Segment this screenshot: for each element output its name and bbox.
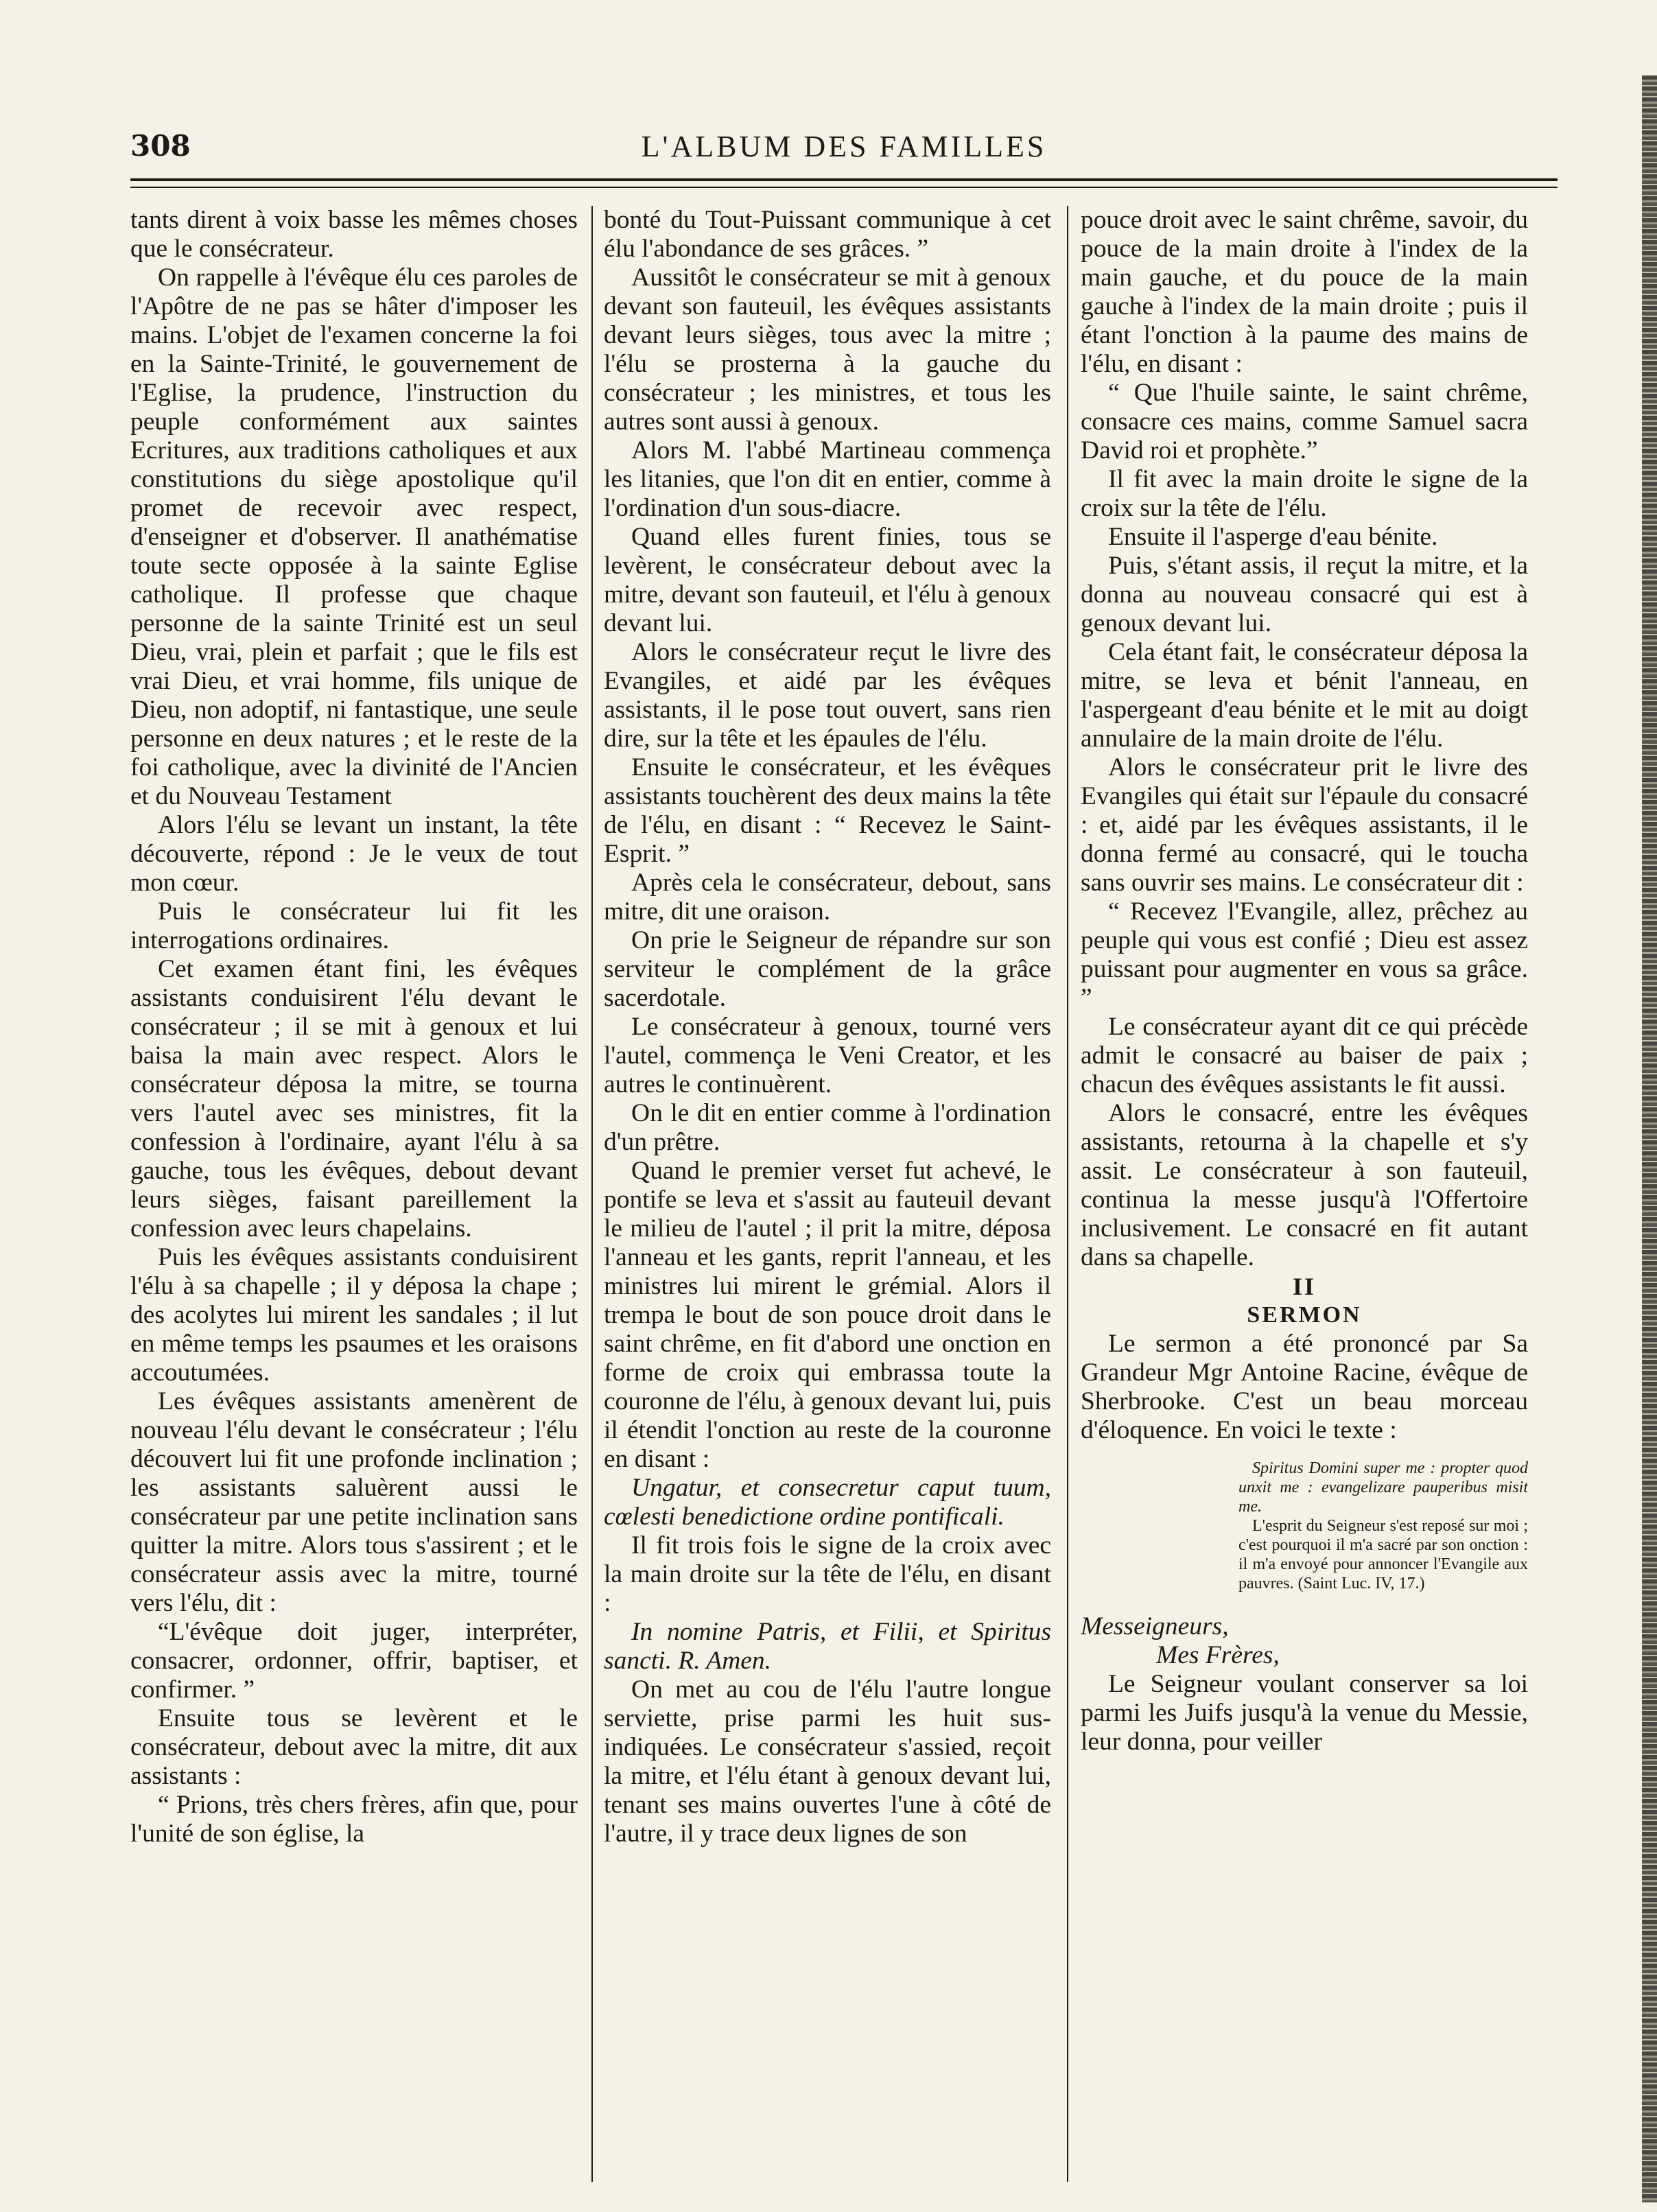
- paragraph: “L'évêque doit juger, interpréter, consacrer, ordonner, offrir, baptiser, et confirmer. ”: [130, 1618, 578, 1704]
- column-divider-2: [1067, 206, 1068, 2182]
- paragraph: Ensuite il l'asperge d'eau bénite.: [1108, 523, 1438, 551]
- section-title: SERMON: [1247, 1302, 1362, 1328]
- paragraph: Le consécrateur ayant dit ce qui précède admit le consacré au baiser de paix ; chacun des évêques assistants le fit aussi.: [1081, 1013, 1528, 1098]
- column-2: [604, 206, 1051, 2182]
- latin-formula: In nomine Patris, et Filii, et Spiritus sancti. R. Amen.: [604, 1618, 1051, 1675]
- paragraph: Après cela le consécrateur, debout, sans mitre, dit une oraison.: [604, 869, 1051, 926]
- paragraph: Puis, s'étant assis, il reçut la mitre, et la donna au nouveau consacré qui est à genoux devant lui.: [1081, 552, 1528, 637]
- epigraph-latin: Spiritus Domini super me : propter quod unxit me : evangelizare pauperibus misit me.: [1238, 1459, 1528, 1516]
- paragraph: “ Que l'huile sainte, le saint chrême, consacre ces mains, comme Samuel sacra David roi et prophète.”: [1081, 379, 1528, 464]
- column-1: [130, 206, 578, 2182]
- paragraph: Cet examen étant fini, les évêques assistants conduisirent l'élu devant le consécrateur ; il se mit à genoux et lui baisa la main avec respect. Alors le consécrateur déposa la mitre, se tourna vers l'autel avec ses ministres, fit la confession à l'ordinaire, ayant l'élu à sa gauche, tous les évêques, debout devant leurs sièges, faisant pareillement la confession avec leurs chapelains.: [130, 955, 578, 1243]
- header-rule-thin: [130, 187, 1558, 188]
- paragraph: Puis les évêques assistants conduisirent l'élu à sa chapelle ; il y déposa la chape ; des acolytes lui mirent les sandales ; il lut en même temps les psaumes et les oraisons accoutumées.: [130, 1243, 578, 1387]
- page-header: [130, 129, 1558, 177]
- column-divider-1: [591, 206, 593, 2182]
- paragraph: Il fit trois fois le signe de la croix avec la main droite sur la tête de l'élu, en disant :: [604, 1531, 1051, 1617]
- paragraph: Alors le consécrateur reçut le livre des Evangiles, et aidé par les évêques assistants, il le pose tout ouvert, sans rien dire, sur la tête et les épaules de l'élu.: [604, 638, 1051, 753]
- paragraph: On le dit en entier comme à l'ordination d'un prêtre.: [604, 1099, 1051, 1156]
- paragraph: Ensuite le consécrateur, et les évêques assistants touchèrent des deux mains la tête de l'élu, en disant : “ Recevez le Saint-Esprit. ”: [604, 753, 1051, 868]
- paragraph: Quand le premier verset fut achevé, le pontife se leva et s'assit au fauteuil devant le milieu de l'autel ; il prit la mitre, déposa l'anneau et les gants, reprit l'anneau, et les ministres lui mirent le grémial. Alors il trempa le bout de son pouce droit dans le saint chrême, en fit d'abord une onction en forme de croix qui embrassa toute la couronne de l'élu, à genoux devant lui, puis il étendit l'onction au reste de la couronne en disant :: [604, 1157, 1051, 1473]
- paragraph: Puis le consécrateur lui fit les interrogations ordinaires.: [130, 897, 578, 954]
- page-number: 308: [130, 129, 191, 163]
- paragraph: On rappelle à l'évêque élu ces paroles de l'Apôtre de ne pas se hâter d'imposer les mains. L'objet de l'examen concerne la foi en la Sainte-Trinité, le gouvernement de l'Eglise, la prudence, l'instruction du peuple conformément aux saintes Ecritures, aux traditions catholiques et aux constitutions du siège apostolique qu'il promet de recevoir avec respect, d'enseigner et d'observer. Il anathématise toute secte opposée à la sainte Eglise catholique. Il professe que chaque personne de la sainte Trinité est un seul Dieu, vrai, plein et parfait ; que le fils est vrai Dieu, et vrai homme, fils unique de Dieu, non adoptif, ni fantastique, une seule personne en deux natures ; et le reste de la foi catholique, avec la divinité de l'Ancien et du Nouveau Testament: [130, 263, 578, 810]
- paragraph: Alors l'élu se levant un instant, la tête découverte, répond : Je le veux de tout mon cœur.: [130, 811, 578, 897]
- epigraph: [1238, 1459, 1528, 1593]
- paragraph: Aussitôt le consécrateur se mit à genoux devant son fauteuil, les évêques assistants devant leurs sièges, tous avec la mitre ; l'élu se prosterna à la gauche du consécrateur ; les ministres, et tous les autres sont aussi à genoux.: [604, 263, 1051, 436]
- paragraph: tants dirent à voix basse les mêmes choses que le consécrateur.: [130, 206, 578, 263]
- latin-formula: Ungatur, et consecretur caput tuum, cœlesti benedictione ordine pontificali.: [604, 1474, 1051, 1531]
- paragraph: Le consécrateur à genoux, tourné vers l'autel, commença le Veni Creator, et les autres le continuèrent.: [604, 1013, 1051, 1098]
- paragraph: “ Prions, très chers frères, afin que, pour l'unité de son église, la: [130, 1791, 578, 1848]
- epigraph-french: L'esprit du Seigneur s'est reposé sur moi ; c'est pourquoi il m'a sacré par son onction : il m'a envoyé pour annoncer l'Evangile aux pauvres. (Saint Luc. IV, 17.): [1238, 1517, 1528, 1592]
- paragraph: Alors le consécrateur prit le livre des Evangiles qui était sur l'épaule du consacré : et, aidé par les évêques assistants, il le donna fermé au consacré, qui le toucha sans ouvrir ses mains. Le consécrateur dit :: [1081, 753, 1528, 897]
- paragraph: Ensuite tous se levèrent et le consécrateur, debout avec la mitre, dit aux assistants :: [130, 1704, 578, 1790]
- salutation: Messeigneurs,: [1081, 1612, 1229, 1640]
- paragraph: Le sermon a été prononcé par Sa Grandeur Mgr Antoine Racine, évêque de Sherbrooke. C'est un beau morceau d'éloquence. En voici le texte :: [1081, 1330, 1528, 1444]
- paragraph: Les évêques assistants amenèrent de nouveau l'élu devant le consécrateur ; l'élu découvert lui fit une profonde inclination ; les assistants saluèrent aussi le consécrateur par une petite inclination sans quitter la mitre. Alors tous s'assirent ; et le consécrateur assis avec la mitre, tourné vers l'élu, dit :: [130, 1387, 578, 1617]
- paragraph: Il fit avec la main droite le signe de la croix sur la tête de l'élu.: [1081, 465, 1528, 522]
- section-number: II: [1292, 1273, 1317, 1300]
- paragraph: On met au cou de l'élu l'autre longue serviette, prise parmi les huit sus-indiquées. Le consécrateur s'assied, reçoit la mitre, et l'élu étant à genoux devant lui, tenant ses mains ouvertes l'une à côté de l'autre, il y trace deux lignes de son: [604, 1675, 1051, 1848]
- column-3: [1081, 206, 1528, 2182]
- paragraph: bonté du Tout-Puissant communique à cet élu l'abondance de ses grâces. ”: [604, 206, 1051, 263]
- scan-edge: [1642, 75, 1657, 2202]
- paragraph: On prie le Seigneur de répandre sur son serviteur le complément de la grâce sacerdotale.: [604, 926, 1051, 1012]
- salutation: Mes Frères,: [1156, 1641, 1280, 1669]
- paragraph: Le Seigneur voulant conserver sa loi parmi les Juifs jusqu'à la venue du Messie, leur donna, pour veiller: [1081, 1670, 1528, 1756]
- paragraph: Cela étant fait, le consécrateur déposa la mitre, se leva et bénit l'anneau, en l'aspergeant d'eau bénite et le mit au doigt annulaire de la main droite de l'élu.: [1081, 638, 1528, 753]
- paragraph: “ Recevez l'Evangile, allez, prêchez au peuple qui vous est confié ; Dieu est assez puissant pour augmenter en vous sa grâce. ”: [1081, 897, 1528, 1012]
- running-title: L'ALBUM DES FAMILLES: [641, 130, 1047, 163]
- header-rule: [130, 178, 1558, 181]
- paragraph: pouce droit avec le saint chrême, savoir, du pouce de la main droite à l'index de la main gauche, et du pouce de la main gauche à l'index de la main droite ; puis il étant l'onction à la paume des mains de l'élu, en disant :: [1081, 206, 1528, 378]
- paragraph: Quand elles furent finies, tous se levèrent, le consécrateur debout avec la mitre, devant son fauteuil, et l'élu à genoux devant lui.: [604, 523, 1051, 637]
- paragraph: Alors le consacré, entre les évêques assistants, retourna à la chapelle et s'y assit. Le consécrateur à son fauteuil, continua la messe jusqu'à l'Offertoire inclusivement. Le consacré en fit autant dans sa chapelle.: [1081, 1099, 1528, 1271]
- paragraph: Alors M. l'abbé Martineau commença les litanies, que l'on dit en entier, comme à l'ordination d'un sous-diacre.: [604, 436, 1051, 522]
